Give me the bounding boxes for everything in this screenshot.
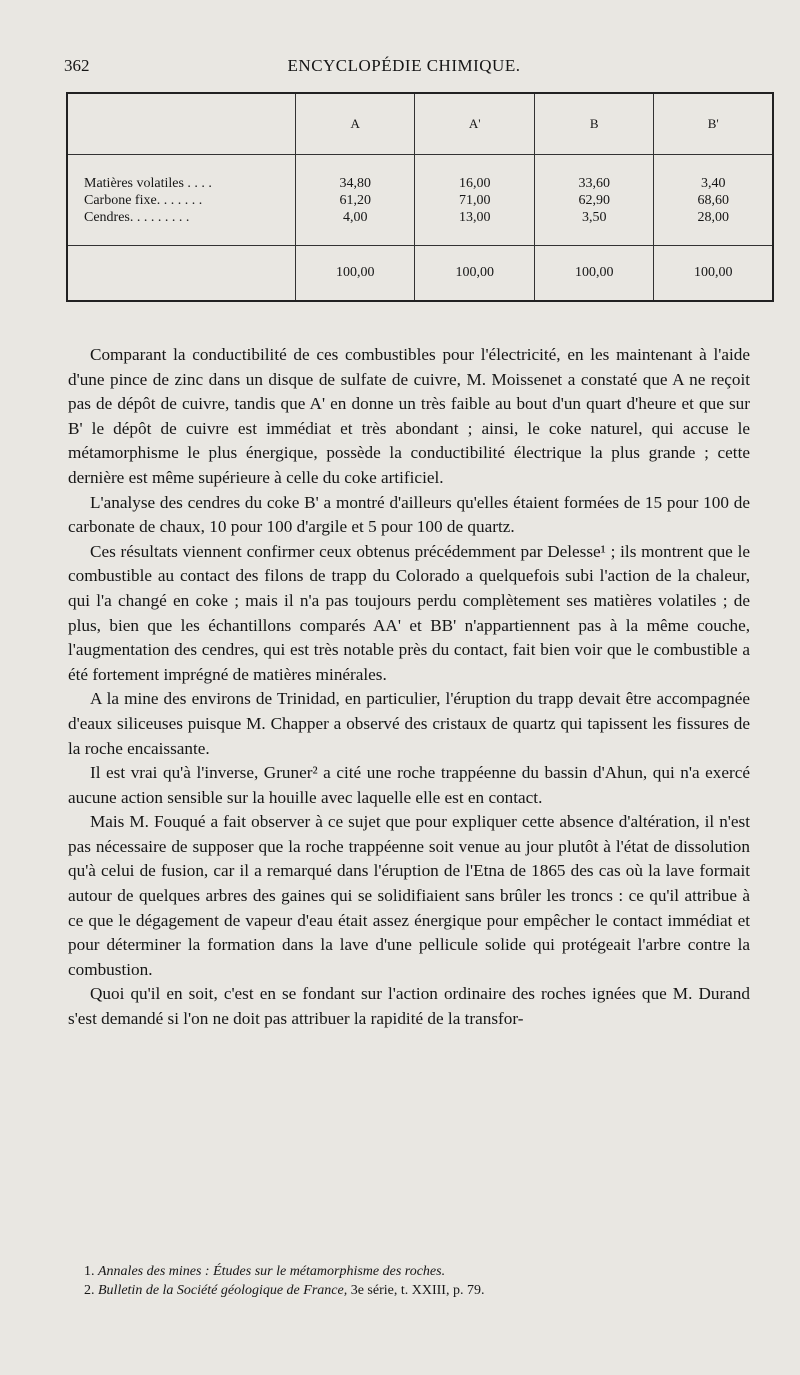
footnote-number: 1.: [84, 1264, 95, 1279]
column-header-b: B: [534, 94, 653, 155]
table-cell: 4,00: [342, 209, 368, 225]
data-table: [68, 94, 772, 300]
row-label-volatiles: Matières volatiles . . . .: [84, 175, 212, 191]
footnote-text-plain: 3e série, t. XXIII, p. 79.: [347, 1283, 485, 1298]
table-cell: 33,60: [578, 175, 610, 191]
page-header: [64, 56, 744, 80]
totals-label-empty: [68, 246, 296, 301]
paragraph: A la mine des environs de Trinidad, en particulier, l'éruption du trapp devait être accompagnée d'eaux siliceuses puisque M. Chapper a observé des cristaux de quartz qui tapissent les fissures de la roche encaissante.: [68, 689, 750, 758]
paragraph: Quoi qu'il en soit, c'est en se fondant sur l'action ordinaire des roches ignées que M. Durand s'est demandé si l'on ne doit pas attribuer la rapidité de la transfor-: [68, 984, 750, 1029]
running-title: ENCYCLOPÉDIE CHIMIQUE.: [287, 56, 521, 75]
table-cell: 13,00: [458, 209, 491, 225]
row-label-ash: Cendres. . . . . . . . .: [84, 209, 190, 225]
column-header-a-prime: A': [415, 94, 534, 155]
total-cell: 100,00: [534, 246, 653, 301]
column-a-values: [296, 155, 415, 246]
table-cell: 62,90: [578, 192, 610, 208]
footnote-text-italic: Bulletin de la Société géologique de France,: [98, 1283, 348, 1298]
table-cell: 68,60: [697, 192, 729, 208]
table-cell: 34,80: [339, 175, 371, 191]
table-cell: 28,00: [697, 209, 729, 225]
total-cell: 100,00: [415, 246, 534, 301]
footnote-2: [84, 1281, 744, 1300]
footnote-1: [84, 1262, 744, 1281]
table-cell: 61,20: [339, 192, 371, 208]
paragraph: Ces résultats viennent confirmer ceux obtenus précédemment par Delesse¹ ; ils montrent que le combustible au contact des filons de trapp du Colorado a quelquefois subi l'action de la chaleur, qui l'a changé en coke ; mais il n'a pas toujours perdu complètement ses matières volatiles ; de plus, bien que les échantillons comparés AA' et BB' n'appartiennent pas à la même couche, l'augmentation des cendres, qui est très notable près du contact, fait bien voir que le combustible a été fortement imprégné de matières minérales.: [68, 541, 750, 684]
footnote-text: Annales des mines : Études sur le métamorphisme des roches.: [98, 1264, 446, 1279]
table-cell: 3,40: [700, 175, 726, 191]
paragraph: Mais M. Fouqué a fait observer à ce sujet que pour expliquer cette absence d'altération, il n'est pas nécessaire de supposer que la roche trappéenne soit venue au jour plutôt à l'état de dissolution qu'à celui de fusion, car il a remarqué dans l'éruption de l'Etna de 1865 des cas où la lave formait autour de quelques arbres des gaines qui se solidifiaient sans brûler les troncs : ce qu'il attribue à ce que le dégagement de vapeur d'eau était assez énergique pour empêcher le contact immédiat et pour déterminer la formation dans la lave d'une pellicule solide qui protégeait l'arbre contre la combustion.: [68, 812, 750, 979]
totals-row: [68, 246, 772, 301]
footnote-number: 2.: [84, 1283, 95, 1298]
column-a-prime-values: [415, 155, 534, 246]
table-cell: 71,00: [458, 192, 491, 208]
column-b-prime-values: [654, 155, 772, 246]
column-header-a: A: [296, 94, 415, 155]
total-cell: 100,00: [654, 246, 772, 301]
footnotes: [84, 1262, 744, 1300]
body-text: [68, 343, 750, 1032]
table-header-empty: [68, 94, 296, 155]
column-b-values: [534, 155, 653, 246]
paragraph: Il est vrai qu'à l'inverse, Gruner² a cité une roche trappéenne du bassin d'Ahun, qui n'a exercé aucune action sensible sur la houille avec laquelle elle est en contact.: [68, 763, 750, 807]
paragraph: Comparant la conductibilité de ces combustibles pour l'électricité, en les maintenant à l'aide d'une pince de zinc dans un disque de sulfate de cuivre, M. Moissenet a constaté que A ne reçoit pas de dépôt de cuivre, tandis que A' en donne un très faible au bout d'un quart d'heure et que sur B' le dépôt de cuivre est immédiat et très abondant ; ainsi, le coke naturel, qui accuse le métamorphisme le plus énergique, possède la conductibilité électrique la plus grande ; cette dernière est même supérieure à celle du coke artificiel.: [68, 345, 750, 487]
row-label-fixed-carbon: Carbone fixe. . . . . . .: [84, 192, 203, 208]
composition-table: [66, 92, 774, 302]
table-cell: 3,50: [581, 209, 607, 225]
paragraph: L'analyse des cendres du coke B' a montré d'ailleurs qu'elles étaient formées de 15 pour 100 de carbonate de chaux, 10 pour 100 d'argile et 5 pour 100 de quartz.: [68, 492, 750, 537]
column-header-b-prime: B': [654, 94, 772, 155]
page-number: 362: [64, 56, 90, 75]
table-cell: 16,00: [458, 175, 491, 191]
table-row-group: [68, 155, 772, 246]
total-cell: 100,00: [296, 246, 415, 301]
row-labels: [68, 155, 296, 246]
